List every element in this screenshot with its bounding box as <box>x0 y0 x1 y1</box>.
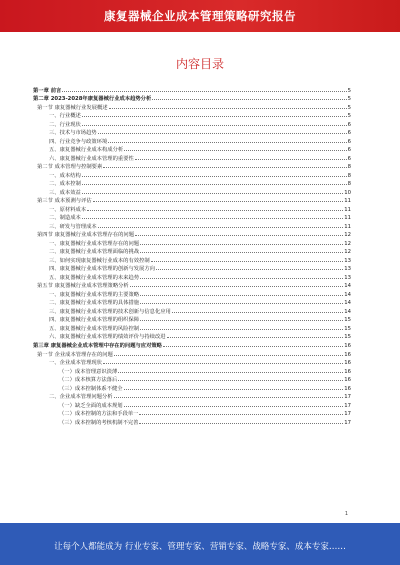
toc-leader-dots <box>118 372 343 373</box>
toc-entry[interactable] <box>33 332 351 341</box>
toc-entry-page: 14 <box>344 283 351 290</box>
toc-entry[interactable] <box>33 170 351 179</box>
toc-entry-page: 8 <box>347 164 351 171</box>
toc-entry[interactable] <box>33 392 351 401</box>
toc-entry-page: 17 <box>344 402 351 409</box>
toc-entry-page: 12 <box>344 232 351 239</box>
toc-entry-label: 第二节 成本管理与控制要素 <box>37 164 103 171</box>
toc-entry[interactable] <box>33 221 351 230</box>
toc-leader-dots <box>82 193 343 194</box>
toc-entry-label: 第一节 企业成本管理存在的问题 <box>37 351 113 358</box>
toc-entry-page: 16 <box>344 360 351 367</box>
toc-entry[interactable] <box>33 383 351 392</box>
toc-entry-label: 第四节 康复器械行业成本管理存在的问题 <box>37 232 135 239</box>
toc-entry[interactable] <box>33 272 351 281</box>
toc-entry-page: 5 <box>347 104 351 111</box>
toc-leader-dots <box>140 329 343 330</box>
toc-entry[interactable] <box>33 315 351 324</box>
toc-leader-dots <box>87 210 343 211</box>
footer-slogan: 让每个人都能成为 行业专家、管理专家、营销专家、战略专家、成本专家…… <box>54 542 346 552</box>
toc-entry[interactable] <box>33 323 351 332</box>
toc-entry-label: 五、康复器械行业成本管理的未来趋势 <box>49 274 140 281</box>
toc-entry-page: 6 <box>347 155 351 162</box>
toc-entry-page: 5 <box>347 87 351 94</box>
toc-entry-label: 一、康复器械行业成本管理存在的问题 <box>49 240 140 247</box>
toc-entry-label: （三）成本控制的考核机制不完善 <box>59 419 139 426</box>
toc-leader-dots <box>163 346 343 347</box>
toc-entry[interactable] <box>33 281 351 290</box>
toc-entry-label: （一）成本管理意识淡薄 <box>59 368 118 375</box>
toc-entry[interactable] <box>33 213 351 222</box>
toc-entry[interactable] <box>33 366 351 375</box>
toc-entry-page: 6 <box>347 138 351 145</box>
toc-entry-label: 二、制造成本 <box>49 215 81 222</box>
toc-entry-label: 三、如何实现康复器械行业成本的有效控制 <box>49 257 150 264</box>
toc-entry-label: 第三节 成本预测与评估 <box>37 198 92 205</box>
toc-entry[interactable] <box>33 306 351 315</box>
toc-entry-label: 第一章 前言 <box>33 87 62 94</box>
toc-leader-dots <box>118 380 343 381</box>
toc-list <box>33 85 351 426</box>
toc-entry-page: 13 <box>344 266 351 273</box>
toc-entry-page: 12 <box>344 249 351 256</box>
toc-entry-page: 6 <box>347 121 351 128</box>
toc-entry[interactable] <box>33 162 351 171</box>
toc-entry-label: 三、技术与市场趋势 <box>49 130 97 137</box>
toc-entry-page: 8 <box>347 181 351 188</box>
toc-leader-dots <box>140 244 343 245</box>
toc-leader-dots <box>167 337 344 338</box>
toc-entry[interactable] <box>33 196 351 205</box>
toc-entry-page: 15 <box>344 317 351 324</box>
toc-entry-label: 六、康复器械行业成本管理的重要性 <box>49 155 134 162</box>
toc-entry-label: 第一节 康复器械行业发展概述 <box>37 104 108 111</box>
toc-leader-dots <box>152 99 346 100</box>
toc-entry[interactable] <box>33 409 351 418</box>
toc-leader-dots <box>82 116 347 117</box>
toc-leader-dots <box>172 312 343 313</box>
toc-leader-dots <box>140 295 343 296</box>
toc-entry[interactable] <box>33 298 351 307</box>
toc-entry[interactable] <box>33 128 351 137</box>
toc-leader-dots <box>140 303 343 304</box>
toc-entry-page: 13 <box>344 274 351 281</box>
toc-entry-label: 一、成本结构 <box>49 172 81 179</box>
toc-entry-label: 二、康复器械行业成本管理的具体措施 <box>49 300 140 307</box>
toc-leader-dots <box>124 406 344 407</box>
toc-leader-dots <box>103 363 343 364</box>
toc-entry[interactable] <box>33 400 351 409</box>
toc-entry-label: 五、康复器械行业成本构成分析 <box>49 147 124 154</box>
toc-entry-page: 15 <box>344 334 351 341</box>
toc-entry[interactable] <box>33 417 351 426</box>
toc-entry[interactable] <box>33 238 351 247</box>
toc-leader-dots <box>140 252 343 253</box>
toc-entry-page: 17 <box>344 419 351 426</box>
toc-entry-page: 16 <box>344 368 351 375</box>
toc-entry-page: 6 <box>347 130 351 137</box>
toc-entry-page: 14 <box>344 291 351 298</box>
toc-entry-label: 一、原材料成本 <box>49 206 87 213</box>
toc-leader-dots <box>140 278 343 279</box>
toc-entry-label: 三、研发与管理成本 <box>49 223 97 230</box>
toc-entry-label: 二、行业现状 <box>49 121 81 128</box>
toc-leader-dots <box>124 389 344 390</box>
toc-entry-label: （二）成本核算方法落后 <box>59 377 118 384</box>
toc-entry-page: 16 <box>344 385 351 392</box>
toc-entry[interactable] <box>33 349 351 358</box>
toc-entry-label: 四、康复器械行业成本管理的创新与发展方向 <box>49 266 155 273</box>
toc-entry-label: （二）成本控制的方法和手段单一 <box>59 411 139 418</box>
toc-entry-label: 一、康复器械行业成本管理的主要策略 <box>49 291 140 298</box>
toc-leader-dots <box>140 320 343 321</box>
toc-entry[interactable] <box>33 187 351 196</box>
toc-entry-page: 16 <box>344 377 351 384</box>
toc-leader-dots <box>108 142 346 143</box>
toc-leader-dots <box>82 184 347 185</box>
toc-leader-dots <box>139 423 343 424</box>
toc-leader-dots <box>135 235 343 236</box>
toc-entry[interactable] <box>33 255 351 264</box>
toc-entry-page: 16 <box>344 351 351 358</box>
toc-title: 内容目录 <box>175 57 224 71</box>
toc-leader-dots <box>93 201 344 202</box>
toc-leader-dots <box>98 227 344 228</box>
toc-entry[interactable] <box>33 289 351 298</box>
toc-entry-page: 5 <box>347 96 351 103</box>
toc-entry[interactable] <box>33 264 351 273</box>
toc-entry[interactable] <box>33 102 351 111</box>
toc-entry-page: 17 <box>344 394 351 401</box>
toc-entry-label: 第三章 康复器械企业成本管理中存在的问题与应对策略 <box>33 342 162 349</box>
toc-entry-page: 6 <box>347 147 351 154</box>
toc-leader-dots <box>82 125 347 126</box>
toc-entry-label: 六、康复器械行业成本管理的绩效评价与持续改进 <box>49 334 166 341</box>
toc-entry-page: 10 <box>344 189 351 196</box>
toc-entry-page: 17 <box>344 411 351 418</box>
toc-entry-label: 一、行业概述 <box>49 113 81 120</box>
toc-leader-dots <box>82 176 347 177</box>
toc-entry[interactable] <box>33 179 351 188</box>
toc-entry-label: 三、康复器械行业成本管理的技术创新与信息化应用 <box>49 308 171 315</box>
toc-entry[interactable] <box>33 119 351 128</box>
toc-entry-label: 第五节 康复器械行业成本管理策略分析 <box>37 283 129 290</box>
toc-entry-label: 五、康复器械行业成本管理的风险控制 <box>49 325 140 332</box>
toc-leader-dots <box>62 91 346 92</box>
toc-entry-label: 二、成本控制 <box>49 181 81 188</box>
toc-entry-page: 13 <box>344 257 351 264</box>
toc-entry-page: 14 <box>344 300 351 307</box>
toc-entry-label: 四、康复器械行业成本管理的组织保障 <box>49 317 140 324</box>
toc-entry[interactable] <box>33 111 351 120</box>
toc-entry[interactable] <box>33 204 351 213</box>
toc-entry-label: 第二章 2023-2028年康复器械行业成本趋势分析 <box>33 96 152 103</box>
toc-leader-dots <box>151 261 344 262</box>
toc-entry[interactable] <box>33 340 351 349</box>
toc-entry[interactable] <box>33 145 351 154</box>
toc-leader-dots <box>114 355 343 356</box>
toc-leader-dots <box>109 108 347 109</box>
toc-entry-label: 四、行业竞争与政策环境 <box>49 138 108 145</box>
toc-entry-page: 11 <box>344 215 351 222</box>
toc-entry-label: 三、成本效益 <box>49 189 81 196</box>
toc-entry[interactable] <box>33 85 351 94</box>
toc-entry-label: （一）缺乏全面的成本规划 <box>59 402 123 409</box>
toc-entry-page: 5 <box>347 113 351 120</box>
footer-banner <box>0 523 400 565</box>
toc-entry-label: 一、企业成本管理现状 <box>49 360 102 367</box>
toc-entry[interactable] <box>33 136 351 145</box>
header-banner <box>0 0 400 32</box>
toc-leader-dots <box>130 286 344 287</box>
toc-entry[interactable] <box>33 94 351 103</box>
toc-entry[interactable] <box>33 247 351 256</box>
toc-entry-page: 16 <box>344 342 351 349</box>
report-title: 康复器械企业成本管理策略研究报告 <box>104 9 296 23</box>
toc-leader-dots <box>156 269 343 270</box>
toc-entry-label: 二、企业成本管理问题分析 <box>49 394 113 401</box>
toc-entry-page: 12 <box>344 240 351 247</box>
toc-entry-page: 11 <box>344 206 351 213</box>
toc-leader-dots <box>103 167 346 168</box>
toc-leader-dots <box>139 414 343 415</box>
toc-entry[interactable] <box>33 358 351 367</box>
toc-entry-page: 11 <box>344 198 351 205</box>
toc-entry-label: 二、康复器械行业成本管理面临的挑战 <box>49 249 140 256</box>
toc-entry-page: 8 <box>347 172 351 179</box>
toc-entry[interactable] <box>33 230 351 239</box>
toc-entry-page: 15 <box>344 325 351 332</box>
toc-leader-dots <box>124 150 346 151</box>
page-number: 1 <box>344 511 348 517</box>
toc-leader-dots <box>114 397 344 398</box>
toc-entry[interactable] <box>33 153 351 162</box>
toc-entry-label: （三）成本控制体系不健全 <box>59 385 123 392</box>
toc-entry-page: 11 <box>344 223 351 230</box>
toc-leader-dots <box>82 218 343 219</box>
toc-entry[interactable] <box>33 375 351 384</box>
toc-leader-dots <box>98 133 347 134</box>
toc-leader-dots <box>135 159 347 160</box>
toc-entry-page: 14 <box>344 308 351 315</box>
